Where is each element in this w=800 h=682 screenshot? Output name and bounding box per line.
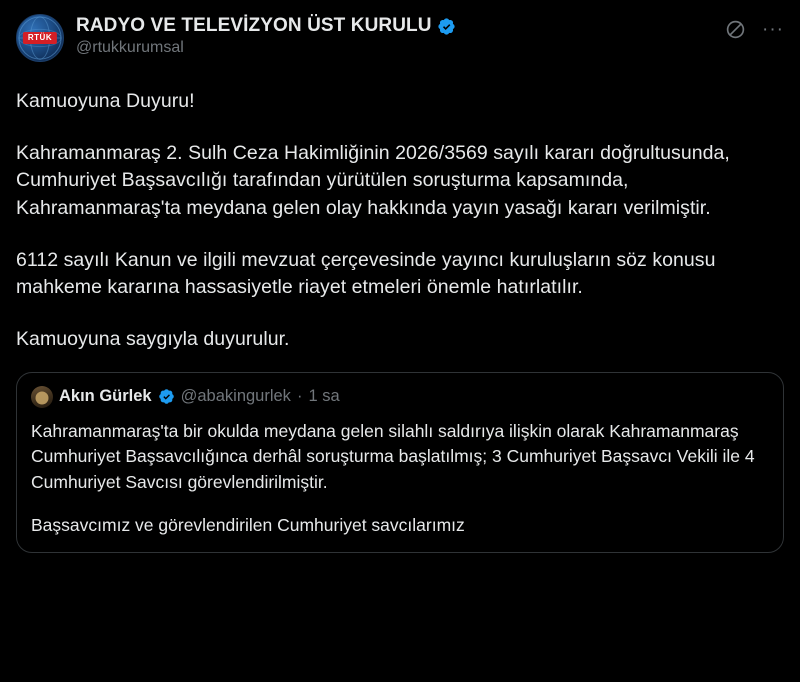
tweet-header xyxy=(16,14,784,70)
quoted-separator: · xyxy=(296,387,303,406)
quoted-verified-badge-icon xyxy=(158,388,175,405)
tweet-paragraph-1: Kamuoyuna Duyuru! xyxy=(16,90,195,112)
author-display-name[interactable]: RADYO VE TELEVİZYON ÜST KURULU xyxy=(76,15,432,36)
quoted-author-name: Akın Gürlek xyxy=(59,387,152,406)
tweet-paragraph-2: Kahramanmaraş 2. Sulh Ceza Hakimliğinin 2026/3569 sayılı kararı doğrultusunda, Cumhuriyet Başsavcılığı tarafından yürütülen soruşturma kapsamında, Kahramanmaraş'ta meydana gelen olay hakkında yayın yasağı kararı verilmiştir. xyxy=(16,141,730,220)
quoted-avatar[interactable] xyxy=(31,386,53,408)
author-handle[interactable]: @rtukkurumsal xyxy=(76,39,184,56)
author-name-row xyxy=(76,15,712,37)
avatar-badge-label: RTÜK xyxy=(23,32,57,44)
avatar[interactable] xyxy=(16,14,64,62)
tweet-paragraph-4: Kamuoyuna saygıyla duyurulur. xyxy=(16,328,290,351)
muted-circle-slash-icon[interactable] xyxy=(724,18,746,40)
quoted-tweet-header xyxy=(31,385,769,409)
quoted-author-handle: @abakingurlek xyxy=(180,387,291,406)
tweet-paragraph-3: 6112 sayılı Kanun ve ilgili mevzuat çerçevesinde yayıncı kuruluşların söz konusu mahkeme kararına hassasiyetle riayet etmeleri önemle hatırlatılır. xyxy=(16,248,716,299)
quoted-tweet-text xyxy=(31,419,769,539)
quoted-paragraph-2: Başsavcımız ve görevlendirilen Cumhuriyet savcılarımız xyxy=(31,514,465,535)
tweet-header-actions xyxy=(724,14,784,40)
quoted-tweet[interactable] xyxy=(16,372,784,554)
quoted-timestamp: 1 sa xyxy=(308,387,340,406)
more-options-icon[interactable]: ··· xyxy=(762,18,784,40)
tweet-text xyxy=(16,88,784,354)
quoted-paragraph-1: Kahramanmaraş'ta bir okulda meydana gelen silahlı saldırıya ilişkin olarak Kahramanmaraş Cumhuriyet Başsavcılığınca derhâl soruşturma başlatılmış; 3 Cumhuriyet Başsavcı Vekili ile 4 Cumhuriyet Savcısı görevlendirilmiştir. xyxy=(31,420,755,492)
verified-badge-icon xyxy=(437,17,456,36)
author-block xyxy=(76,14,712,57)
